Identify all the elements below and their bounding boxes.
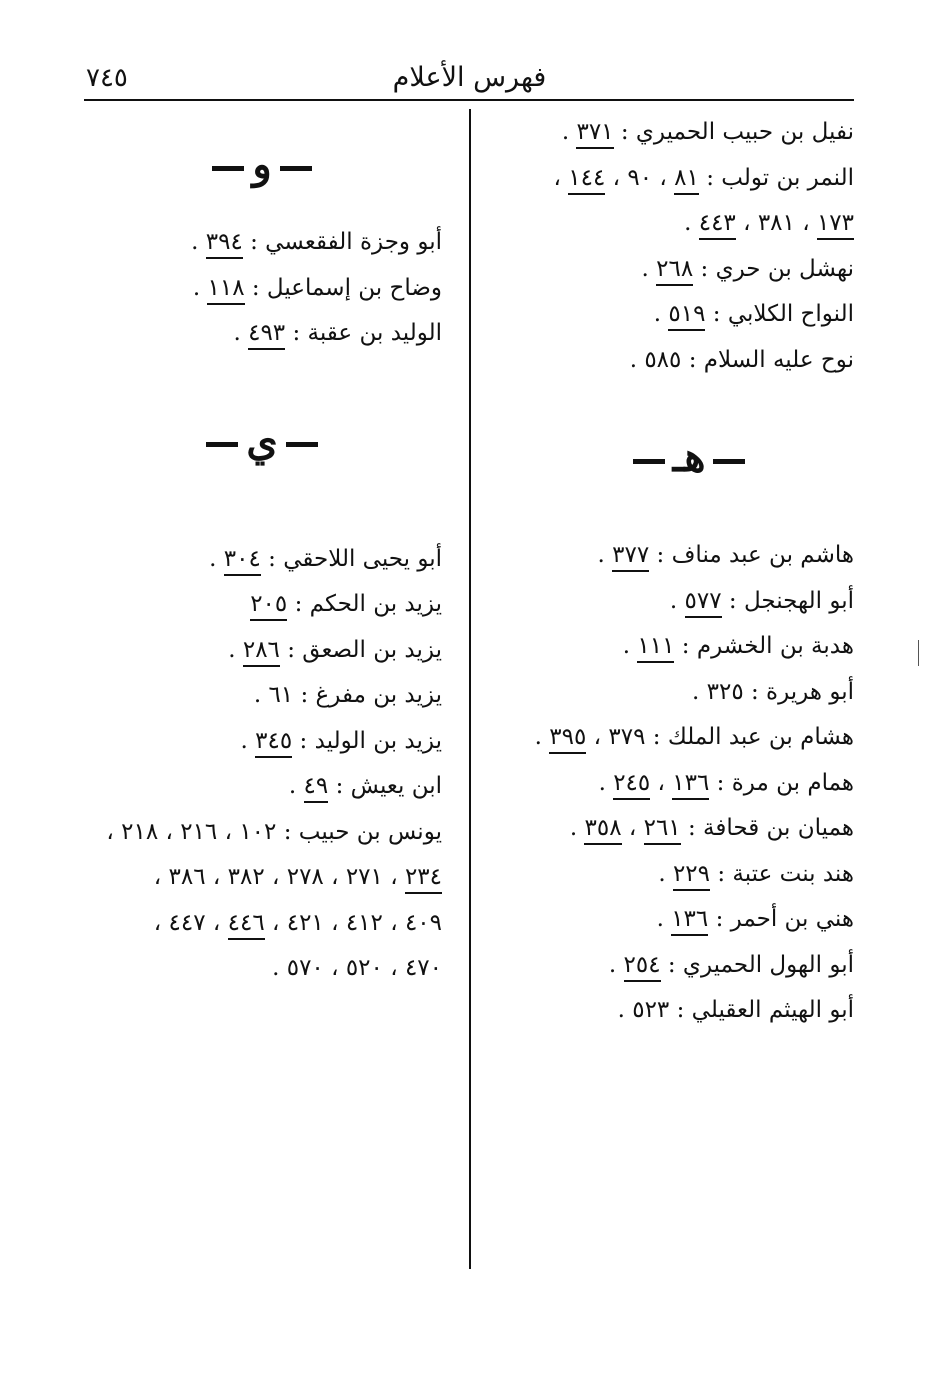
index-entry [524,988,854,1034]
page-reference: ٢٤٥ [613,770,650,800]
entry-terminator: . [534,724,542,750]
entry-name: يزيد بن مفرغ : [300,682,442,708]
page-reference: ٢٧٨ [286,864,324,890]
index-entry [82,311,442,357]
entry-terminator: . [658,860,666,887]
entry-name: أبو يحيى اللاحقي : [268,545,442,572]
page-reference: ٥٧٧ [685,588,722,618]
entry-name: أبو وجزة الفقعسي : [250,229,442,255]
entry-name: أبو الهيثم العقيلي : [676,997,854,1023]
index-entry [524,852,854,898]
entry-terminator: . [253,682,262,708]
index-entry [82,628,442,674]
entry-name: هند بنت عتبة : [717,860,854,887]
heading-dash [633,459,665,464]
page-reference: ٢٣٤ [405,864,442,894]
index-entry-list [524,110,854,383]
index-entry: ٤٧٠ ، ٥٢٠ ، ٥٧٠ . [272,955,442,981]
entry-terminator: . [629,346,637,373]
index-entry: هميان بن قحافة : ٢٦١ ، ٣٥٨ . [524,806,854,852]
header-rule [84,99,854,101]
page-reference: ٩٠ [627,164,653,191]
page-reference: ٤٤٧ [168,909,206,936]
page-reference: ٣٧٧ [612,542,649,572]
entry-name: الوليد بن عقبة : [292,320,442,346]
entry-terminator: ، [153,864,162,890]
section-letter-heading [524,403,854,513]
index-entry: همام بن مرة : ١٣٦ ، ٢٤٥ . [524,761,854,807]
left-column [82,110,442,992]
page-reference: ٣٤٥ [255,728,292,758]
entry-name: نوح عليه السلام : [688,346,854,373]
page-reference: ٤٢١ [286,909,324,936]
page-reference: ٣٠٤ [224,546,261,576]
entry-terminator: ، [106,818,114,845]
index-entry [524,624,854,670]
page-reference: ٢٧١ [345,864,383,890]
entry-name: هاشم بن عبد مناف : [656,542,854,568]
entry-terminator: . [656,906,664,932]
entry-terminator: . [228,636,236,663]
index-entry [524,292,854,338]
section-letter: ي [246,417,278,465]
entry-name: النمر بن تولب : [706,164,854,191]
entry-terminator: . [669,587,678,614]
index-entry [524,897,854,943]
entry-name: ابن يعيش : [335,773,442,799]
index-entry [82,537,442,583]
index-entry [524,338,854,384]
index-entry [524,533,854,579]
index-entry: يونس بن حبيب : ١٠٢ ، ٢١٦ ، ٢١٨ ، [106,818,442,845]
page-reference: ٥٨٥ [644,346,682,373]
entry-terminator: . [240,727,248,754]
index-entry [82,673,442,719]
margin-mark [918,640,921,666]
page-reference: ٢٠٥ [250,591,287,621]
page-reference: ٤٠٩ [404,909,442,936]
entry-terminator: . [622,633,631,659]
index-entry [524,247,854,293]
entry-terminator: . [653,301,662,327]
page-reference: ١٤٤ [568,165,605,195]
entry-name: هدبة بن الخشرم : [681,633,854,659]
index-entry [82,582,442,628]
heading-dash [212,166,244,171]
page-reference: ٣٧٩ [608,724,646,750]
page-reference: ٣٥٨ [584,815,621,845]
entry-name: يزيد بن الصعق : [287,636,442,663]
page-reference: ١٣٦ [671,906,708,936]
index-entry [524,943,854,989]
heading-dash [286,442,318,447]
index-entry [524,670,854,716]
heading-dash [713,459,745,464]
index-entry: ١٧٣ ، ٣٨١ ، ٤٤٣ . [524,201,854,247]
page-reference: ٤٧٠ [404,955,442,981]
page-reference: ٥٧٠ [286,955,324,981]
entry-name: نفيل بن حبيب الحميري : [620,119,854,145]
entry-name: يونس بن حبيب : [283,818,442,845]
entry-terminator: . [597,542,605,568]
page-reference: ١١٨ [207,275,244,305]
heading-dash [206,442,238,447]
entry-name: هني بن أحمر : [715,906,854,932]
page-reference: ٣٨١ [757,210,795,236]
entry-name: وضاح بن إسماعيل : [251,274,442,301]
index-entry [524,579,854,625]
entry-terminator: . [192,274,201,301]
page-reference: ٤٩٣ [248,320,285,350]
entry-terminator: . [561,119,570,145]
page-reference: ٤٤٣ [699,210,736,240]
entry-name: يزيد بن الحكم : [294,591,442,617]
page-reference: ١٧٣ [817,210,854,240]
entry-terminator: . [272,955,280,981]
entry-terminator: . [684,210,692,236]
page-reference: ٢٦٨ [656,256,693,286]
section-letter-heading [82,387,442,497]
section-letter-heading [82,110,442,220]
section-letter: و [252,141,272,188]
page-reference: ١٣٦ [672,770,709,800]
page-reference: ٨١ [674,165,699,195]
entry-terminator: . [617,997,625,1023]
page-reference: ٥٢٣ [632,997,670,1023]
index-entry [82,266,442,312]
entry-terminator: . [608,951,617,978]
page-reference: ٣٧١ [576,119,613,149]
entry-name: النواح الكلابي : [712,301,854,327]
index-entry [82,719,442,765]
entry-name: أبو الهول الحميري : [667,951,854,978]
index-entry-list [82,537,442,992]
index-entry: ٤٠٩ ، ٤١٢ ، ٤٢١ ، ٤٤٦ ، ٤٤٧ ، [82,901,442,947]
heading-dash [280,166,312,171]
entry-terminator: ، [553,164,561,191]
column-divider [469,109,471,1269]
entry-terminator: . [569,815,578,841]
page-reference: ١٠٢ [239,818,277,845]
page-number: ٧٤٥ [86,63,128,93]
entry-terminator: . [641,255,649,282]
index-entry [524,110,854,156]
page-reference: ٣٢٥ [706,678,744,705]
entry-name: هميان بن قحافة : [687,815,854,841]
entry-name: أبو الهجنجل : [728,587,854,614]
entry-name: هشام بن عبد الملك : [652,724,854,750]
page-reference: ٢٥٤ [624,952,661,982]
entry-name: همام بن مرة : [716,769,854,796]
entry-terminator: . [233,320,241,346]
index-entry-list [82,220,442,357]
page-reference: ٢٦١ [644,815,681,845]
entry-terminator: . [288,773,297,799]
page-reference: ١١١ [637,633,674,663]
running-header-title: فهرس الأعلام [392,62,547,93]
index-entry: ٢٣٤ ، ٢٧١ ، ٢٧٨ ، ٣٨٢ ، ٣٨٦ ، [82,855,442,901]
entry-name: يزيد بن الوليد : [299,727,442,754]
entry-terminator: . [191,229,199,255]
section-letter: هـ [672,434,706,481]
page-reference: ٣٩٥ [549,724,586,754]
index-entry [82,220,442,266]
page-reference: ٥١٩ [668,301,705,331]
index-entry-list [524,533,854,1034]
page-reference: ٦١ [268,682,294,708]
right-column [524,110,854,1034]
page-reference: ٣٨٦ [168,864,206,890]
index-entry [82,764,442,810]
page-reference: ٢١٦ [180,818,218,845]
page-reference: ٥٢٠ [345,955,383,981]
page-reference: ٢٢٩ [673,861,710,891]
page-reference: ٤٩ [304,773,329,803]
entry-terminator: ، [153,909,162,936]
index-entry: هشام بن عبد الملك : ٣٧٩ ، ٣٩٥ . [524,715,854,761]
entry-terminator: . [691,678,700,705]
entry-terminator: . [598,769,606,796]
page-reference: ٢٨٦ [243,637,280,667]
entry-terminator: . [209,545,217,572]
page-reference: ٤٤٦ [228,910,265,940]
page-reference: ٣٩٤ [206,229,243,259]
entry-name: أبو هريرة : [750,678,854,705]
page-reference: ٤١٢ [345,909,383,936]
page-reference: ٢١٨ [121,818,159,845]
page-reference: ٣٨٢ [227,864,265,890]
entry-name: نهشل بن حري : [700,255,854,282]
index-entry: النمر بن تولب : ٨١ ، ٩٠ ، ١٤٤ ، [524,156,854,202]
